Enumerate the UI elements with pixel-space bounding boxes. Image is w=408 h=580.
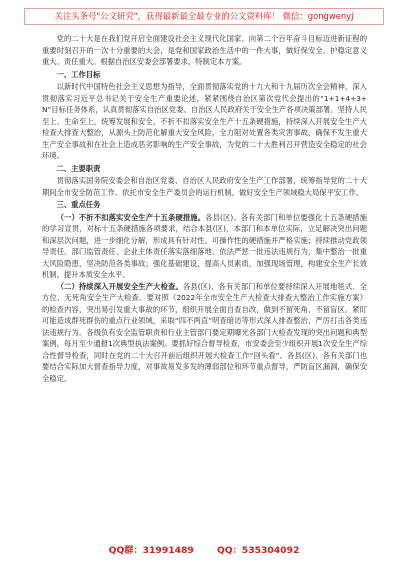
section-heading: 二、主要职责 [56,163,101,173]
task-text: 各县(区)、各有关部门和单位要持续深入开展地毯式、全方位、无死角安全生产大检查。要对照《2022年全市安全生产大检查大排查大整治工作实施方案》的检查内容，突出易引发重大事故的环节，组织开展全面自查自改，做到不留死角、不留盲区。紧盯可能造成群死群伤的重点行业领域，采取“四不两直”明查暗访等形式深入排查整治，严厉打击各类违法违规行为。各级负有安全监管职责和行业主管部门要定期曝光各部门大检查发现的突出问题和典型案例，每月至少通报1次典型执法案例。要抓好综合督导检查，市安委会至少组织开展1次安全生产综合性督导检查，同时在党的二十大召开前后组织开展大检查工作“回头看”。各县(区)、各有关部门也要结合实际加大督查指导力度，对事故易发多发的薄弱部位和环节重点督导，严防盲区漏洞，确保安全稳定。 [42,281,367,383]
document-body [42,33,367,384]
task-heading: （一）不折不扣落实安全生产十五条硬措施。 [56,212,206,222]
contact-footer [0,542,408,556]
body-paragraph: 以新时代中国特色社会主义思想为指导，全面贯彻落实党的十九大和十九届历次全会精神，深入贯彻落实习近平总书记关于安全生产重要论述，紧紧围绕自治区第次党代会提出的“1+1+4+3+N”目标任务体系，认真贯彻落实自治区党委、自治区人民政府关于安全生产各项决策部署。坚持人民至上、生命至上，统筹发展和安全，不折不扣落实安全生产十五条硬措施，持续深入开展安全生产大检查大排查大整治，从源头上防范化解重大安全风险，全力阻对处置各类灾害事故，确保不发生重大生产安全事故和在社会上造成恶劣影响的生产安全事故，为党的二十大胜利召开营造安全稳定的社会环境。 [42,82,367,160]
section-heading: 一、工作目标 [56,69,101,79]
section-heading: 三、重点任务 [56,200,101,209]
qq-group: QQ群：31991489 [108,545,194,556]
task-text: 各县(区)、各有关部门和单位要强化十五条硬措施的学习宣贯，对标十五条硬措施各项要求，结合本县(区)、本部门和本单位实际，立足解决突出问题和深层次问题，进一步细化分解，形成具有针对性、可操作性的硬措施并严格实施；持续推动党政领导责任、部门监管责任、企业主体责任落实落细落地。依法严惩一批违法违规行为，集中整治一批重大风险隐患，坚决防范各类事故；强化基础建设，提高人员素质，加强现场管理，构建安全生产长效机制，提升本质安全水平。 [42,212,367,279]
task-paragraph [42,281,367,385]
promo-banner: 关注头条号"公文研究"，获得最新最全最专业的公文资料库！ 微信：gongwenyj [24,8,384,25]
task-paragraph [42,212,367,281]
intro-paragraph: 党的二十大是在我们党开启全面建设社会主义现代化国家、向第二个百年奋斗目标迈进新征程的重要时刻召开的一次十分重要的大会，是党和国家政治生活中的一件大事，做好保安全、护稳定意义重大、责任重大。根据自治区安委会部署要求，特制定本方案。 [42,34,367,66]
task-heading: （二）持续深入开展安全生产大检查。 [56,281,183,291]
qq-number: QQ：535304092 [217,545,300,556]
body-paragraph: 贯彻落实国务院安委会和自治区党委、自治区人民政府安全生产工作部署，统筹指导党的二十大期间全市安全防范工作。依托市安全生产委员会的运行机制，做好安全生产领域稳大局保平安工作。 [42,176,367,197]
